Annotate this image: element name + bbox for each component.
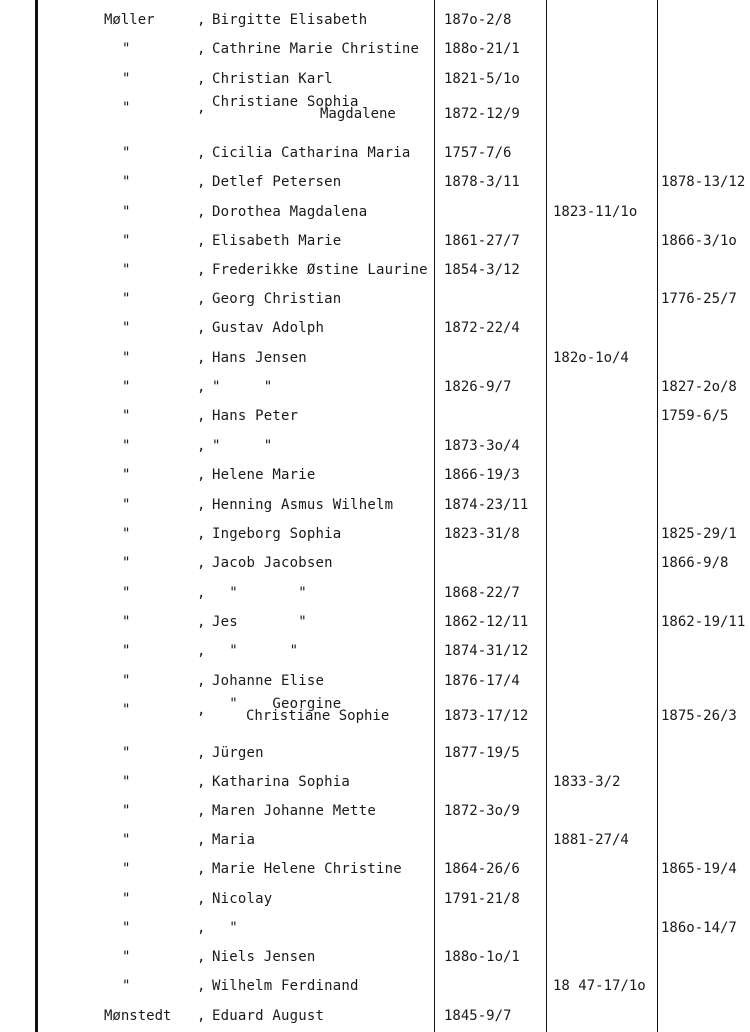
surname: Møller	[104, 12, 155, 28]
date-column-1: 1845-9/7	[444, 1008, 512, 1024]
surname: "	[122, 100, 131, 116]
surname: "	[122, 643, 131, 659]
date-column-1: 1868-22/7	[444, 585, 520, 601]
surname: "	[122, 145, 131, 161]
register-row	[0, 69, 750, 89]
surname: "	[122, 233, 131, 249]
register-row	[0, 436, 750, 456]
separator-comma: ,	[197, 12, 206, 28]
surname: "	[122, 585, 131, 601]
given-names: Gustav Adolph	[212, 320, 325, 336]
register-row	[0, 143, 750, 163]
surname: Mønstedt	[104, 1008, 172, 1024]
date-column-1: 1791-21/8	[444, 891, 520, 907]
date-column-3: 1875-26/3	[661, 708, 737, 724]
surname: "	[122, 745, 131, 761]
date-column-1: 1876-17/4	[444, 673, 520, 689]
given-names: Frederikke Østine Laurine	[212, 262, 428, 278]
separator-comma: ,	[197, 174, 206, 190]
given-names: Katharina Sophia	[212, 774, 351, 790]
given-names: " "	[212, 585, 307, 601]
given-names: Henning Asmus Wilhelm	[212, 497, 394, 513]
surname: "	[122, 350, 131, 366]
register-row	[0, 39, 750, 59]
separator-comma: ,	[197, 978, 206, 994]
date-column-1: 1872-12/9	[444, 106, 520, 122]
register-row	[0, 377, 750, 397]
register-row	[0, 583, 750, 603]
date-column-3: 1862-19/11	[661, 614, 746, 630]
given-names: "	[212, 920, 238, 936]
register-row	[0, 406, 750, 426]
given-names: Hans Jensen	[212, 350, 307, 366]
given-names: Eduard August	[212, 1008, 325, 1024]
given-names: Jürgen	[212, 745, 264, 761]
given-names: " "	[212, 379, 273, 395]
given-names: Christian Karl	[212, 71, 333, 87]
date-column-3: 1759-6/5	[661, 408, 729, 424]
register-row	[0, 495, 750, 515]
date-column-3: 1827-2o/8	[661, 379, 737, 395]
surname: "	[122, 614, 131, 630]
date-column-1: 1866-19/3	[444, 467, 520, 483]
date-column-1: 1872-3o/9	[444, 803, 520, 819]
given-names: Christiane Sophia	[212, 94, 359, 110]
given-names: Jacob Jacobsen	[212, 555, 333, 571]
surname: "	[122, 832, 131, 848]
date-column-2: 1833-3/2	[553, 774, 621, 790]
date-column-1: 1877-19/5	[444, 745, 520, 761]
date-column-1: 1862-12/11	[444, 614, 529, 630]
separator-comma: ,	[197, 204, 206, 220]
date-column-1: 1872-22/4	[444, 320, 520, 336]
surname: "	[122, 803, 131, 819]
date-column-3: 1866-9/8	[661, 555, 729, 571]
separator-comma: ,	[197, 350, 206, 366]
register-row	[0, 553, 750, 573]
given-names: Helene Marie	[212, 467, 316, 483]
given-names: Dorothea Magdalena	[212, 204, 368, 220]
separator-comma: ,	[197, 71, 206, 87]
register-row	[0, 260, 750, 280]
register-row	[0, 772, 750, 792]
date-column-2: 1823-11/1o	[553, 204, 638, 220]
date-column-3: 186o-14/7	[661, 920, 737, 936]
given-names: Birgitte Elisabeth	[212, 12, 368, 28]
separator-comma: ,	[197, 262, 206, 278]
given-names: Elisabeth Marie	[212, 233, 342, 249]
separator-comma: ,	[197, 467, 206, 483]
separator-comma: ,	[197, 320, 206, 336]
given-names: " "	[212, 438, 273, 454]
given-names: Ingeborg Sophia	[212, 526, 342, 542]
given-names: Cicilia Catharina Maria	[212, 145, 411, 161]
register-row	[0, 1006, 750, 1026]
date-column-3: 1878-13/12	[661, 174, 746, 190]
separator-comma: ,	[197, 438, 206, 454]
surname: "	[122, 71, 131, 87]
surname: "	[122, 262, 131, 278]
separator-comma: ,	[197, 702, 206, 718]
date-column-1: 1874-23/11	[444, 497, 529, 513]
surname: "	[122, 174, 131, 190]
surname: "	[122, 920, 131, 936]
separator-comma: ,	[197, 643, 206, 659]
surname: "	[122, 702, 131, 718]
surname: "	[122, 379, 131, 395]
date-column-3: 1866-3/1o	[661, 233, 737, 249]
date-column-2: 182o-1o/4	[553, 350, 629, 366]
date-column-1: 188o-1o/1	[444, 949, 520, 965]
surname: "	[122, 673, 131, 689]
given-names: Nicolay	[212, 891, 273, 907]
separator-comma: ,	[197, 1008, 206, 1024]
given-names: " "	[212, 643, 299, 659]
date-column-1: 1854-3/12	[444, 262, 520, 278]
date-column-1: 1873-17/12	[444, 708, 529, 724]
separator-comma: ,	[197, 614, 206, 630]
date-column-1: 1826-9/7	[444, 379, 512, 395]
register-row	[0, 918, 750, 938]
register-row	[0, 231, 750, 251]
surname: "	[122, 497, 131, 513]
separator-comma: ,	[197, 585, 206, 601]
date-column-3: 1865-19/4	[661, 861, 737, 877]
register-row	[0, 202, 750, 222]
separator-comma: ,	[197, 745, 206, 761]
separator-comma: ,	[197, 673, 206, 689]
given-names: Wilhelm Ferdinand	[212, 978, 359, 994]
date-column-1: 1874-31/12	[444, 643, 529, 659]
separator-comma: ,	[197, 41, 206, 57]
register-row	[0, 696, 750, 724]
surname: "	[122, 204, 131, 220]
date-column-2: 1881-27/4	[553, 832, 629, 848]
given-names-continued: Christiane Sophie	[246, 708, 390, 724]
register-row	[0, 10, 750, 30]
given-names: Detlef Petersen	[212, 174, 342, 190]
given-names-continued: Magdalene	[320, 106, 396, 122]
surname: "	[122, 438, 131, 454]
register-row	[0, 743, 750, 763]
date-column-1: 1873-3o/4	[444, 438, 520, 454]
separator-comma: ,	[197, 555, 206, 571]
date-column-1: 187o-2/8	[444, 12, 512, 28]
register-row	[0, 318, 750, 338]
separator-comma: ,	[197, 100, 206, 116]
surname: "	[122, 978, 131, 994]
surname: "	[122, 408, 131, 424]
separator-comma: ,	[197, 291, 206, 307]
register-row	[0, 976, 750, 996]
surname: "	[122, 555, 131, 571]
given-names: Maren Johanne Mette	[212, 803, 376, 819]
date-column-1: 1821-5/1o	[444, 71, 520, 87]
separator-comma: ,	[197, 920, 206, 936]
register-row	[0, 465, 750, 485]
date-column-1: 188o-21/1	[444, 41, 520, 57]
register-row	[0, 524, 750, 544]
separator-comma: ,	[197, 233, 206, 249]
separator-comma: ,	[197, 145, 206, 161]
register-row	[0, 889, 750, 909]
surname: "	[122, 891, 131, 907]
register-row	[0, 859, 750, 879]
given-names: Cathrine Marie Christine	[212, 41, 420, 57]
separator-comma: ,	[197, 526, 206, 542]
register-row	[0, 641, 750, 661]
surname: "	[122, 526, 131, 542]
surname: "	[122, 949, 131, 965]
register-row	[0, 671, 750, 691]
separator-comma: ,	[197, 497, 206, 513]
surname: "	[122, 774, 131, 790]
date-column-1: 1864-26/6	[444, 861, 520, 877]
date-column-1: 1878-3/11	[444, 174, 520, 190]
surname: "	[122, 861, 131, 877]
date-column-3: 1776-25/7	[661, 291, 737, 307]
separator-comma: ,	[197, 408, 206, 424]
date-column-2: 18 47-17/1o	[553, 978, 646, 994]
given-names: Johanne Elise	[212, 673, 325, 689]
surname: "	[122, 41, 131, 57]
separator-comma: ,	[197, 949, 206, 965]
separator-comma: ,	[197, 891, 206, 907]
given-names: Georg Christian	[212, 291, 342, 307]
given-names: Maria	[212, 832, 256, 848]
given-names: Marie Helene Christine	[212, 861, 402, 877]
separator-comma: ,	[197, 774, 206, 790]
register-row	[0, 612, 750, 632]
separator-comma: ,	[197, 803, 206, 819]
register-row	[0, 348, 750, 368]
date-column-1: 1823-31/8	[444, 526, 520, 542]
separator-comma: ,	[197, 379, 206, 395]
register-row	[0, 801, 750, 821]
date-column-3: 1825-29/1	[661, 526, 737, 542]
register-row	[0, 172, 750, 192]
given-names: Jes "	[212, 614, 307, 630]
surname: "	[122, 467, 131, 483]
register-row	[0, 830, 750, 850]
separator-comma: ,	[197, 861, 206, 877]
date-column-1: 1757-7/6	[444, 145, 512, 161]
date-column-1: 1861-27/7	[444, 233, 520, 249]
given-names: Hans Peter	[212, 408, 299, 424]
register-row	[0, 947, 750, 967]
surname: "	[122, 320, 131, 336]
surname: "	[122, 291, 131, 307]
register-row	[0, 289, 750, 309]
register-row	[0, 94, 750, 122]
given-names: " Georgine	[212, 696, 342, 712]
given-names: Niels Jensen	[212, 949, 316, 965]
separator-comma: ,	[197, 832, 206, 848]
